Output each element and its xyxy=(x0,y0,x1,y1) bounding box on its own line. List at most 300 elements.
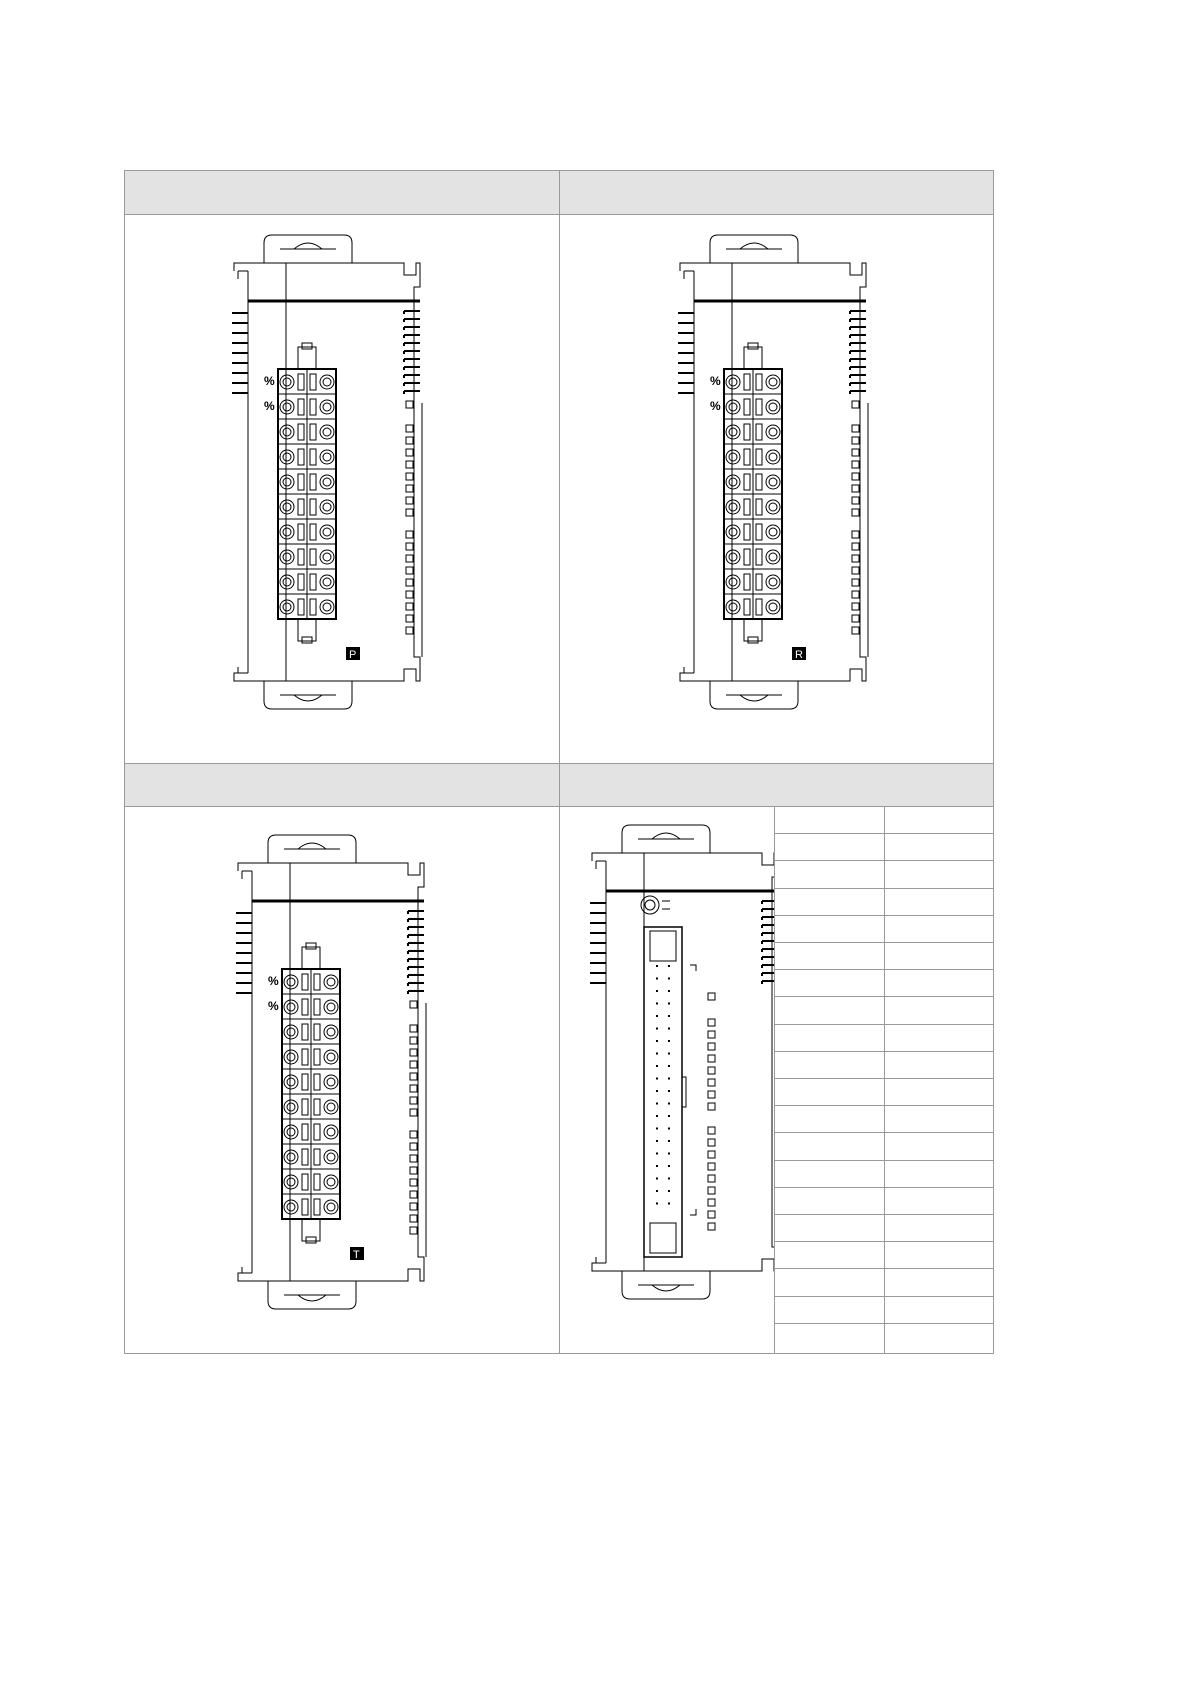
module-table xyxy=(124,170,994,1354)
terminal-slot xyxy=(744,374,750,390)
terminal-screw xyxy=(284,1200,298,1214)
led-indicator xyxy=(406,497,413,504)
led-indicator xyxy=(708,1031,715,1038)
mounting-hole-bottom xyxy=(294,695,322,701)
terminal-latch-bottom xyxy=(298,619,316,641)
terminal-slot xyxy=(298,524,304,540)
terminal-screw xyxy=(280,525,294,539)
connector-pin xyxy=(656,1065,658,1067)
terminal-slot xyxy=(314,1149,320,1165)
header-cell-bottom-right xyxy=(559,763,994,806)
pin-table xyxy=(774,806,994,1354)
led-indicator xyxy=(708,1211,715,1218)
terminal-screw xyxy=(320,575,334,589)
connector-pin xyxy=(656,1190,658,1192)
bracket-mark xyxy=(690,965,696,971)
vent-rib-right xyxy=(850,375,866,378)
terminal-screw-inner xyxy=(327,1178,335,1186)
terminal-screw xyxy=(766,375,780,389)
terminal-screw xyxy=(324,1025,338,1039)
terminal-screw-inner xyxy=(327,1103,335,1111)
led-indicator xyxy=(410,1001,417,1008)
led-indicator xyxy=(708,1055,715,1062)
terminal-screw-inner xyxy=(287,978,295,986)
led-indicator xyxy=(406,485,413,492)
terminal-screw xyxy=(280,575,294,589)
terminal-screw xyxy=(284,975,298,989)
led-indicator xyxy=(406,437,413,444)
mounting-hole-top xyxy=(294,243,322,249)
connector-pin xyxy=(656,1153,658,1155)
terminal-slot xyxy=(302,1024,308,1040)
terminal-screw-inner xyxy=(729,528,737,536)
terminal-screw xyxy=(766,575,780,589)
terminal-slot xyxy=(302,1049,308,1065)
module-r-drawing xyxy=(560,215,994,763)
terminal-screw-inner xyxy=(323,478,331,486)
connector-pin xyxy=(668,1140,670,1142)
led-indicator xyxy=(708,1067,715,1074)
terminal-slot xyxy=(744,424,750,440)
terminal-screw-inner xyxy=(323,553,331,561)
terminal-screw-inner xyxy=(287,1053,295,1061)
vent-rib-right xyxy=(850,367,866,370)
terminal-latch-top-cap xyxy=(748,343,758,349)
terminal-screw-inner xyxy=(327,1078,335,1086)
terminal-screw-inner xyxy=(729,503,737,511)
terminal-screw-inner xyxy=(287,1153,295,1161)
terminal-screw xyxy=(726,600,740,614)
mounting-hole-bottom xyxy=(298,1295,326,1301)
terminal-slot xyxy=(310,474,316,490)
led-indicator xyxy=(852,543,859,550)
connector-pin xyxy=(656,1040,658,1042)
led-indicator xyxy=(410,1085,417,1092)
connector-pin xyxy=(668,978,670,980)
mounting-hole-bottom xyxy=(740,695,768,701)
terminal-screw-inner xyxy=(287,1128,295,1136)
terminal-screw xyxy=(324,1125,338,1139)
vent-rib-right xyxy=(408,951,424,954)
terminal-screw-inner xyxy=(283,578,291,586)
connector-pin xyxy=(656,1103,658,1105)
terminal-screw-inner xyxy=(323,403,331,411)
terminal-slot xyxy=(314,1049,320,1065)
vent-rib-right xyxy=(404,391,420,394)
bracket-mark xyxy=(690,1209,696,1215)
led-indicator xyxy=(852,497,859,504)
led-indicator xyxy=(406,401,413,408)
mounting-hole-top xyxy=(740,243,768,249)
connector-pin xyxy=(668,1053,670,1055)
vent-rib-right xyxy=(408,943,424,946)
terminal-slot xyxy=(298,599,304,615)
pin-table-col-line xyxy=(884,806,885,1354)
vent-rib-right xyxy=(408,991,424,994)
module-p-group xyxy=(232,235,422,709)
terminal-screw xyxy=(324,1075,338,1089)
terminal-screw xyxy=(726,525,740,539)
cell-module-connector xyxy=(560,807,774,1353)
vent-rib-right xyxy=(850,359,866,362)
connector-pin xyxy=(668,1128,670,1130)
connector-pin xyxy=(668,1203,670,1205)
terminal-slot xyxy=(310,574,316,590)
terminal-screw-inner xyxy=(283,553,291,561)
mounting-hole-top xyxy=(652,833,680,839)
led-indicator xyxy=(406,555,413,562)
mounting-hole-top xyxy=(298,843,326,849)
terminal-slot xyxy=(756,474,762,490)
led-indicator xyxy=(406,509,413,516)
vent-rib-right xyxy=(408,919,424,922)
terminal-slot xyxy=(314,1174,320,1190)
vent-rib-right xyxy=(408,911,424,914)
terminal-screw xyxy=(320,600,334,614)
terminal-slot xyxy=(756,599,762,615)
module-tag: P xyxy=(349,649,357,661)
led-indicator xyxy=(410,1179,417,1186)
terminal-screw-inner xyxy=(729,403,737,411)
led-indicator xyxy=(852,437,859,444)
connector-pin xyxy=(656,1053,658,1055)
module-connector-group xyxy=(590,825,774,1299)
terminal-slot xyxy=(298,549,304,565)
terminal-slot xyxy=(298,424,304,440)
connector-pin xyxy=(656,1203,658,1205)
led-indicator xyxy=(708,1019,715,1026)
led-indicator xyxy=(410,1203,417,1210)
terminal-screw-inner xyxy=(729,478,737,486)
terminal-slot xyxy=(298,374,304,390)
connector-pin xyxy=(668,1028,670,1030)
terminal-screw-inner xyxy=(327,1053,335,1061)
led-indicator xyxy=(406,531,413,538)
led-indicator xyxy=(852,567,859,574)
module-t-group xyxy=(236,835,426,1309)
terminal-screw xyxy=(284,1100,298,1114)
connector-pin xyxy=(656,1090,658,1092)
terminal-slot xyxy=(744,474,750,490)
module-tag: R xyxy=(795,649,803,661)
terminal-screw-inner xyxy=(323,528,331,536)
terminal-screw xyxy=(726,550,740,564)
terminal-screw-inner xyxy=(769,578,777,586)
connector-pin xyxy=(656,990,658,992)
connector-pin xyxy=(668,1178,670,1180)
led-indicator xyxy=(852,555,859,562)
terminal-screw xyxy=(324,1150,338,1164)
terminal-screw xyxy=(284,1025,298,1039)
terminal-latch-top-cap xyxy=(302,343,312,349)
terminal-latch-top xyxy=(302,947,320,969)
led-indicator xyxy=(708,1103,715,1110)
terminal-screw-inner xyxy=(323,578,331,586)
terminal-screw-inner xyxy=(729,453,737,461)
vent-rib-right xyxy=(850,311,866,314)
terminal-slot xyxy=(302,1074,308,1090)
led-indicator xyxy=(852,615,859,622)
terminal-screw xyxy=(320,550,334,564)
led-indicator xyxy=(852,485,859,492)
terminal-slot xyxy=(314,1199,320,1215)
housing-outline xyxy=(592,853,774,1271)
terminal-slot xyxy=(310,524,316,540)
terminal-screw xyxy=(320,475,334,489)
terminal-screw-inner xyxy=(323,503,331,511)
led-indicator xyxy=(410,1025,417,1032)
terminal-slot xyxy=(310,549,316,565)
terminal-slot xyxy=(302,1149,308,1165)
vent-rib-right xyxy=(404,319,420,322)
vent-rib-right xyxy=(404,367,420,370)
terminal-screw xyxy=(320,425,334,439)
terminal-slot xyxy=(314,974,320,990)
terminal-screw-inner xyxy=(287,1028,295,1036)
terminal-slot xyxy=(744,399,750,415)
terminal-slot xyxy=(744,524,750,540)
ribbon-connector-frame xyxy=(644,927,682,1257)
connector-pin xyxy=(656,1028,658,1030)
led-indicator xyxy=(708,1163,715,1170)
terminal-slot xyxy=(302,999,308,1015)
terminal-screw xyxy=(284,1125,298,1139)
led-indicator xyxy=(406,567,413,574)
terminal-latch-bottom-cap xyxy=(302,637,312,643)
vent-rib-right xyxy=(850,335,866,338)
terminal-slot xyxy=(310,374,316,390)
terminal-screw xyxy=(284,1075,298,1089)
led-indicator xyxy=(406,425,413,432)
module-tag: T xyxy=(353,1249,360,1261)
terminal-slot xyxy=(310,399,316,415)
vent-rib-right xyxy=(408,935,424,938)
led-indicator xyxy=(410,1227,417,1234)
led-indicator xyxy=(410,1215,417,1222)
terminal-slot xyxy=(302,1199,308,1215)
terminal-slot xyxy=(756,424,762,440)
terminal-slot xyxy=(298,499,304,515)
terminal-screw-inner xyxy=(769,553,777,561)
connector-pin xyxy=(668,1115,670,1117)
terminal-slot xyxy=(756,574,762,590)
terminal-slot xyxy=(310,599,316,615)
terminal-screw xyxy=(320,450,334,464)
led-indicator xyxy=(708,1151,715,1158)
terminal-screw-inner xyxy=(287,1003,295,1011)
connector-pin xyxy=(668,1065,670,1067)
led-indicator xyxy=(708,1223,715,1230)
terminal-screw-inner xyxy=(283,378,291,386)
terminal-screw xyxy=(280,425,294,439)
connector-pin xyxy=(668,1015,670,1017)
terminal-screw-inner xyxy=(283,503,291,511)
connector-pin xyxy=(668,1078,670,1080)
terminal-screw-inner xyxy=(283,478,291,486)
terminal-screw xyxy=(280,550,294,564)
terminal-slot xyxy=(756,499,762,515)
led-indicator xyxy=(406,627,413,634)
led-indicator xyxy=(410,1037,417,1044)
terminal-screw-inner xyxy=(769,403,777,411)
vent-rib-right xyxy=(850,343,866,346)
connector-latch-bottom xyxy=(650,1223,676,1253)
connector-pin xyxy=(656,1015,658,1017)
terminal-slot xyxy=(744,449,750,465)
connector-pin xyxy=(656,1128,658,1130)
led-indicator xyxy=(410,1131,417,1138)
terminal-label-mark: % xyxy=(710,374,721,388)
connector-pin xyxy=(656,1115,658,1117)
terminal-latch-bottom xyxy=(302,1219,320,1241)
terminal-slot xyxy=(756,374,762,390)
vent-rib-right xyxy=(408,927,424,930)
vent-rib-right xyxy=(408,983,424,986)
terminal-screw-inner xyxy=(769,478,777,486)
led-indicator xyxy=(852,449,859,456)
terminal-latch-top-cap xyxy=(306,943,316,949)
connector-latch-top xyxy=(650,931,676,961)
terminal-slot xyxy=(314,1099,320,1115)
terminal-screw-inner xyxy=(323,428,331,436)
terminal-screw xyxy=(320,400,334,414)
led-indicator xyxy=(406,603,413,610)
terminal-screw xyxy=(766,475,780,489)
connector-pin xyxy=(668,1090,670,1092)
rotary-switch-arrows xyxy=(662,901,670,909)
led-indicator xyxy=(852,509,859,516)
led-indicator xyxy=(708,1043,715,1050)
led-indicator xyxy=(406,461,413,468)
terminal-screw xyxy=(280,600,294,614)
terminal-slot xyxy=(302,1124,308,1140)
led-indicator xyxy=(708,1139,715,1146)
terminal-slot xyxy=(756,524,762,540)
led-indicator xyxy=(852,473,859,480)
terminal-screw-inner xyxy=(283,453,291,461)
terminal-slot xyxy=(298,474,304,490)
terminal-screw xyxy=(766,400,780,414)
terminal-screw xyxy=(726,375,740,389)
led-indicator xyxy=(708,1187,715,1194)
terminal-slot xyxy=(756,449,762,465)
led-indicator xyxy=(406,591,413,598)
terminal-slot xyxy=(756,399,762,415)
led-indicator xyxy=(410,1155,417,1162)
terminal-screw-inner xyxy=(327,1153,335,1161)
terminal-screw xyxy=(320,525,334,539)
terminal-screw xyxy=(324,1100,338,1114)
terminal-screw xyxy=(766,500,780,514)
connector-pin xyxy=(656,978,658,980)
terminal-screw-inner xyxy=(327,1028,335,1036)
pin-table-col-line xyxy=(774,806,775,1354)
terminal-slot xyxy=(298,574,304,590)
terminal-slot xyxy=(744,499,750,515)
led-indicator xyxy=(410,1097,417,1104)
led-indicator xyxy=(852,591,859,598)
terminal-slot xyxy=(298,449,304,465)
terminal-screw-inner xyxy=(729,603,737,611)
terminal-slot xyxy=(744,599,750,615)
connector-pin xyxy=(656,1165,658,1167)
terminal-screw-inner xyxy=(327,1003,335,1011)
terminal-screw-inner xyxy=(287,1178,295,1186)
terminal-screw-inner xyxy=(769,603,777,611)
terminal-slot xyxy=(744,549,750,565)
connector-pin xyxy=(668,1040,670,1042)
terminal-screw xyxy=(324,1000,338,1014)
terminal-screw-inner xyxy=(327,1128,335,1136)
vent-rib-right xyxy=(404,327,420,330)
terminal-screw xyxy=(726,400,740,414)
terminal-label-mark: % xyxy=(710,399,721,413)
terminal-screw xyxy=(766,600,780,614)
led-indicator xyxy=(410,1109,417,1116)
terminal-screw-inner xyxy=(729,378,737,386)
terminal-label-mark: % xyxy=(268,974,279,988)
terminal-screw xyxy=(324,1200,338,1214)
led-indicator xyxy=(708,1175,715,1182)
terminal-latch-top xyxy=(744,347,762,369)
header-cell-bottom-left xyxy=(124,763,559,806)
terminal-screw xyxy=(280,375,294,389)
vent-rib-right xyxy=(404,383,420,386)
terminal-slot xyxy=(314,1074,320,1090)
connector-pin xyxy=(668,1165,670,1167)
led-indicator xyxy=(410,1191,417,1198)
led-indicator xyxy=(852,461,859,468)
cell-module-t xyxy=(124,807,559,1353)
led-indicator xyxy=(410,1167,417,1174)
vent-rib-right xyxy=(850,327,866,330)
led-indicator xyxy=(852,603,859,610)
led-indicator xyxy=(410,1073,417,1080)
terminal-screw xyxy=(766,550,780,564)
terminal-slot xyxy=(302,1174,308,1190)
header-cell-top-left xyxy=(124,170,559,214)
module-connector-drawing xyxy=(560,807,774,1353)
terminal-slot xyxy=(302,974,308,990)
vent-rib-right xyxy=(404,375,420,378)
terminal-latch-top xyxy=(298,347,316,369)
terminal-screw xyxy=(324,1050,338,1064)
terminal-screw xyxy=(280,450,294,464)
terminal-screw-inner xyxy=(283,428,291,436)
connector-pin xyxy=(668,1153,670,1155)
terminal-screw xyxy=(726,500,740,514)
terminal-screw-inner xyxy=(729,553,737,561)
terminal-screw xyxy=(726,575,740,589)
led-indicator xyxy=(708,993,715,1000)
connector-pin xyxy=(656,1003,658,1005)
vent-rib-right xyxy=(408,959,424,962)
terminal-screw-inner xyxy=(323,378,331,386)
terminal-screw xyxy=(324,1175,338,1189)
led-indicator xyxy=(406,473,413,480)
terminal-screw-inner xyxy=(769,528,777,536)
terminal-screw-inner xyxy=(323,603,331,611)
terminal-screw xyxy=(726,475,740,489)
vent-rib-right xyxy=(404,311,420,314)
vent-rib-right xyxy=(850,319,866,322)
terminal-screw-inner xyxy=(769,428,777,436)
module-p-drawing xyxy=(124,215,559,763)
terminal-screw-inner xyxy=(769,378,777,386)
table-line-2 xyxy=(124,763,994,764)
connector-pin xyxy=(656,1078,658,1080)
terminal-screw-inner xyxy=(769,453,777,461)
